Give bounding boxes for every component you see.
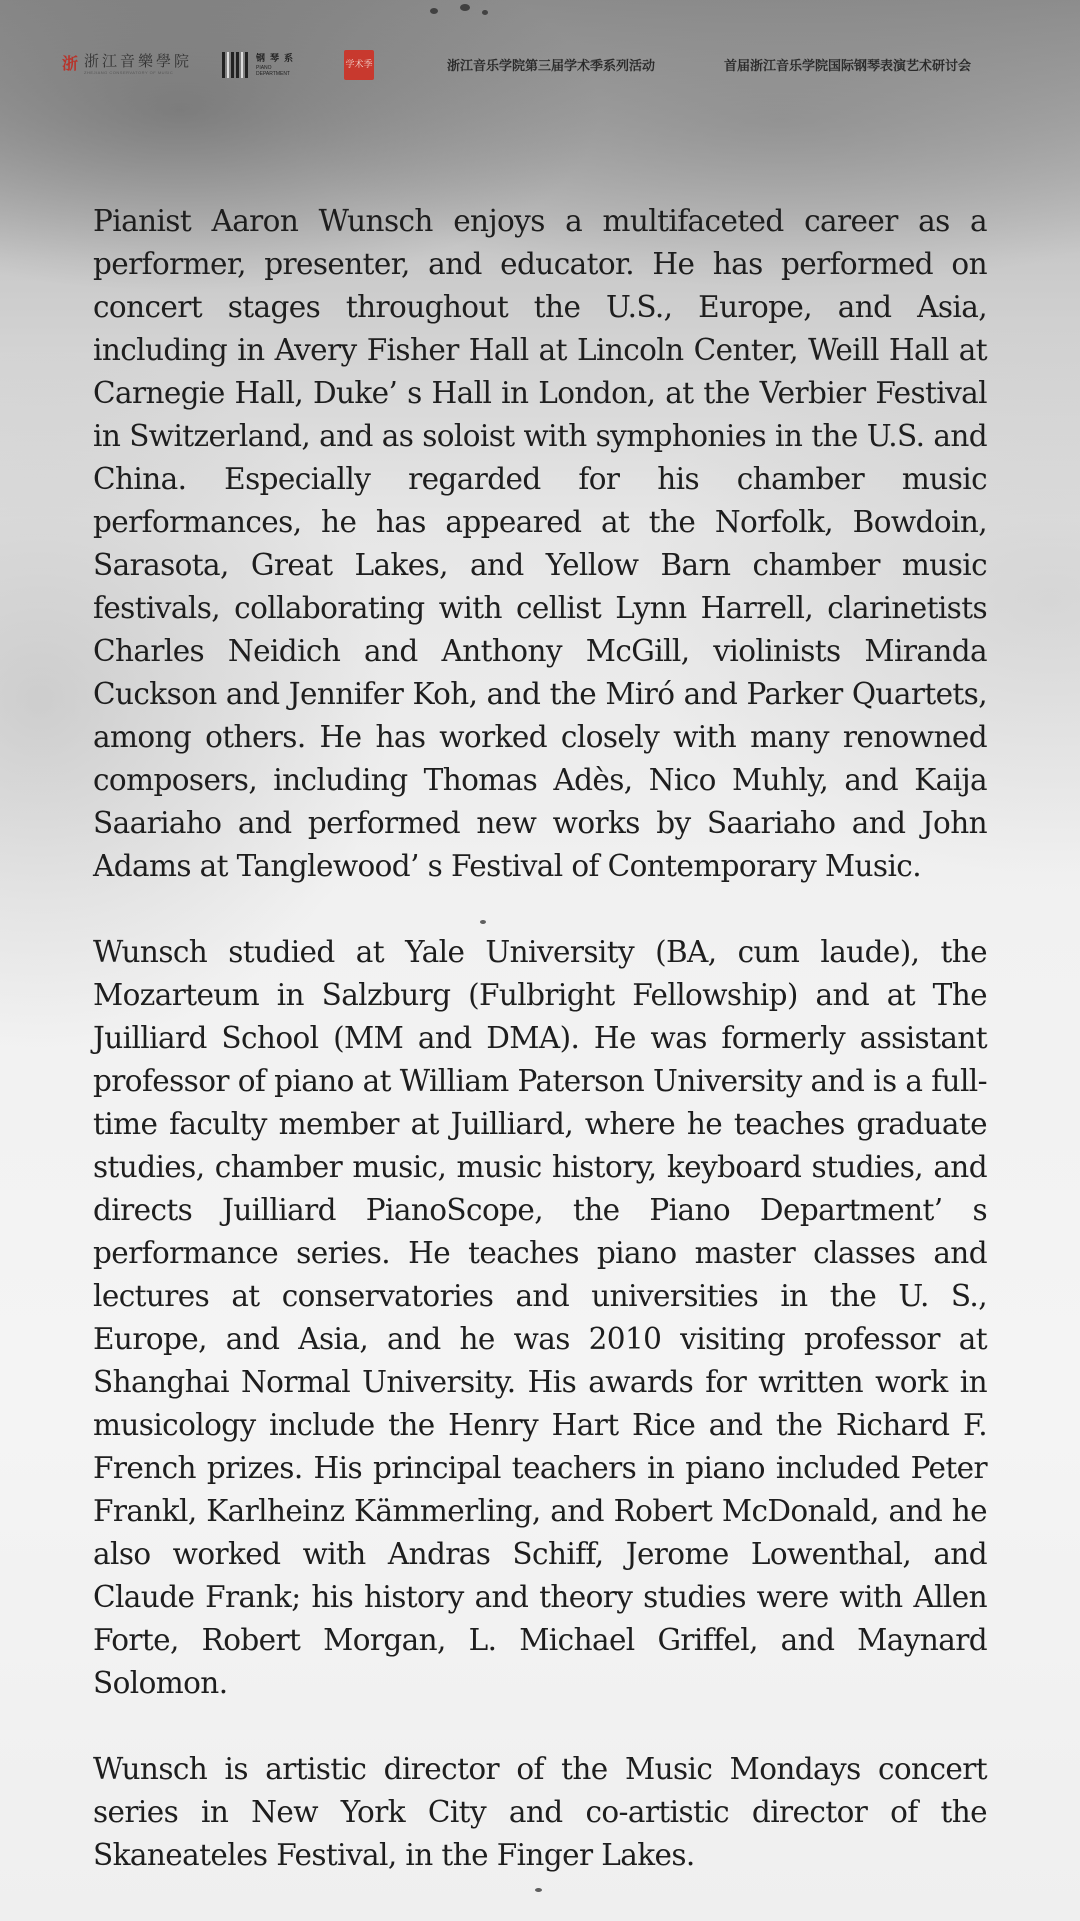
event-title-label: 首届浙江音乐学院国际钢琴表演艺术研讨会 [724, 59, 972, 74]
academic-season-seal-icon [344, 50, 374, 80]
bio-content [93, 200, 987, 1920]
department-name-en-line2: DEPARTMENT [256, 71, 290, 77]
bio-paragraph-directorship: Wunsch is artistic director of the Music Mondays concert series in New York City and co-artistic director of the Skaneateles Festival, in the Finger Lakes. [93, 1752, 987, 1872]
header [0, 40, 1080, 90]
decorative-speck [460, 4, 470, 11]
bio-paragraph-education: Wunsch studied at Yale University (BA, cum laude), the Mozarteum in Salzburg (Fulbright Fellowship) and at The Juilliard School (MM and DMA). He was formerly assistant professor of piano at William Paterson University and is a full-time faculty member at Juilliard, where he teaches graduate studies, chamber music, music history, keyboard studies, and directs Juilliard PianoScope, the Piano Department’ s performance series. He teaches piano master classes and lectures at conservatories and universities in the U. S., Europe, and Asia, and he was 2010 visiting professor at Shanghai Normal University. His awards for written work in musicology include the Henry Hart Rice and the Richard F. French prizes. His principal teachers in piano included Peter Frankl, Karlheinz Kämmerling, and Robert McDonald, and he also worked with Andras Schiff, Jerome Lowenthal, and Claude Frank; his history and theory studies were with Allen Forte, Robert Morgan, L. Michael Griffel, and Maynard Solomon. [93, 935, 987, 1700]
event-series-label: 浙江音乐学院第三届学术季系列活动 [447, 59, 656, 74]
bio-paragraph-career: Pianist Aaron Wunsch enjoys a multifaceted career as a performer, presenter, and educator. He has performed on concert stages throughout the U.S., Europe, and Asia, including in Avery Fisher Hall at Lincoln Center, Weill Hall at Carnegie Hall, Duke’ s Hall in London, at the Verbier Festival in Switzerland, and as soloist with symphonies in the U.S. and China. Especially regarded for his chamber music performances, he has appeared at the Norfolk, Bowdoin, Sarasota, Great Lakes, and Yellow Barn chamber music festivals, collaborating with cellist Lynn Harrell, clarinetists Charles Neidich and Anthony McGill, violinists Miranda Cuckson and Jennifer Koh, and the Miró and Parker Quartets, among others. He has worked closely with many renowned composers, including Thomas Adès, Nico Muhly, and Kaija Saariaho and performed new works by Saariaho and John Adams at Tanglewood’ s Festival of Contemporary Music. [93, 204, 987, 883]
institution-name-en: ZHEJIANG CONSERVATORY OF MUSIC [84, 70, 174, 75]
piano-keys-icon [222, 52, 250, 78]
decorative-speck [482, 10, 488, 15]
seal-text: 学术季 [345, 60, 373, 70]
institution-name-cn: 浙江音樂學院 [84, 52, 193, 70]
decorative-speck [430, 8, 438, 14]
decorative-speck [535, 1888, 542, 1892]
institution-seal-icon: 浙 [62, 54, 79, 73]
department-name-cn: 钢琴系 [256, 54, 299, 64]
institution-logo [62, 50, 192, 78]
department-logo [222, 52, 298, 78]
decorative-speck [480, 920, 486, 924]
department-name-en-line1: PIANO [256, 65, 272, 71]
